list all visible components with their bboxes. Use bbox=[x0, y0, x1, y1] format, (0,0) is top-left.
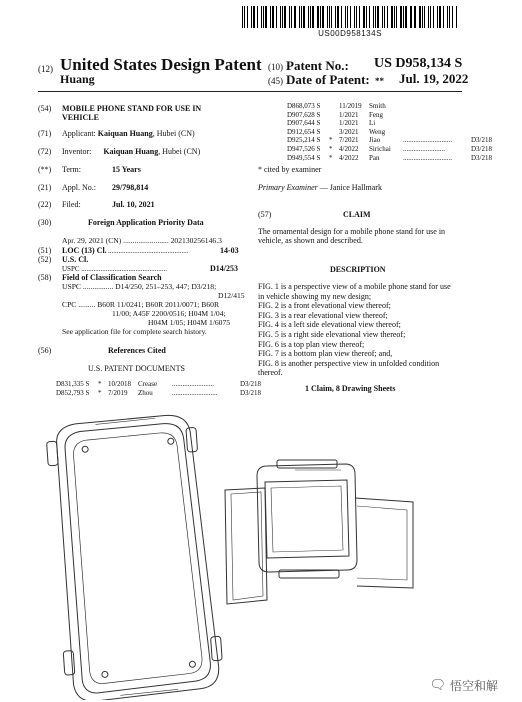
barcode-bar bbox=[403, 6, 404, 28]
loc-class-value: 14-03 bbox=[220, 246, 239, 255]
reference-date: 7/2019 bbox=[108, 388, 128, 397]
reference-date: 4/2022 bbox=[339, 153, 359, 162]
reference-date: 1/2021 bbox=[339, 119, 359, 128]
filed-value: Jul. 10, 2021 bbox=[112, 200, 155, 209]
inventor-label: Inventor: bbox=[62, 147, 92, 156]
field-search-line-2: D12/415 bbox=[218, 291, 245, 300]
reference-date: 1/2021 bbox=[339, 110, 359, 119]
inid-term: (**) bbox=[38, 165, 52, 174]
reference-date: 4/2022 bbox=[339, 144, 359, 153]
reference-num: D912,654 S bbox=[287, 127, 321, 136]
barcode-bar bbox=[263, 6, 264, 28]
document-type: United States Design Patent bbox=[60, 55, 262, 74]
inventor-surname: Huang bbox=[60, 72, 95, 86]
barcode-bar bbox=[391, 6, 393, 28]
reference-num: D949,554 S bbox=[287, 153, 321, 162]
reference-row bbox=[287, 102, 497, 111]
barcode-bar bbox=[424, 6, 425, 28]
reference-name: Smith bbox=[369, 102, 386, 110]
field-search-line-1: USPC ................ D14/250, 251–253, 447; D3/218; bbox=[62, 282, 217, 291]
barcode-bar bbox=[400, 6, 401, 28]
us-patent-documents-heading: U.S. PATENT DOCUMENTS bbox=[88, 364, 185, 373]
field-search-line-3: CPC ......... B60R 11/0241; B60R 2011/0071; B60R bbox=[62, 300, 220, 309]
inventor-field bbox=[62, 147, 200, 157]
barcode-bar bbox=[320, 6, 321, 28]
phone-holder-strap bbox=[225, 488, 267, 604]
description-line: FIG. 4 is a left side elevational view thereof; bbox=[258, 320, 401, 330]
barcode-bar bbox=[419, 6, 420, 28]
barcode-bar bbox=[354, 6, 355, 28]
reference-num: D868,073 S bbox=[287, 102, 321, 110]
reference-dots: .......................... bbox=[172, 388, 218, 397]
barcode-bar bbox=[335, 6, 336, 28]
barcode-bar bbox=[327, 6, 328, 28]
barcode-bar bbox=[384, 6, 385, 28]
barcode-bar bbox=[261, 6, 262, 28]
barcode-bar bbox=[294, 6, 296, 28]
reference-num: D852,793 S bbox=[56, 388, 90, 397]
description-line: in vehicle showing my new design; bbox=[258, 291, 372, 301]
reference-star bbox=[329, 119, 339, 128]
inventor-location: , Hubei (CN) bbox=[158, 147, 201, 156]
reference-cls: D3/218 bbox=[240, 388, 261, 397]
reference-cls: D3/218 bbox=[240, 380, 261, 388]
barcode-bar bbox=[251, 6, 252, 28]
barcode-bar bbox=[443, 6, 444, 28]
barcode-bar bbox=[312, 6, 313, 28]
cited-by-examiner-note: * cited by examiner bbox=[258, 165, 322, 174]
inid-12: (12) bbox=[38, 64, 53, 74]
reference-name: Feng bbox=[369, 110, 383, 119]
primary-examiner-name: — Janice Hallmark bbox=[317, 183, 382, 192]
reference-num: D831,335 S bbox=[56, 380, 90, 388]
description-line: FIG. 5 is a right side elevational view thereof; bbox=[258, 329, 406, 339]
barcode-bar bbox=[345, 6, 346, 28]
reference-name: Li bbox=[369, 119, 376, 128]
barcode-bar bbox=[303, 6, 304, 28]
reference-date: 11/2019 bbox=[339, 102, 362, 110]
reference-num: D907,644 S bbox=[287, 119, 321, 128]
reference-date: 7/2021 bbox=[339, 136, 359, 145]
inid-22: (22) bbox=[38, 200, 52, 209]
inid-58: (58) bbox=[38, 273, 52, 282]
reference-name: Sirichai bbox=[369, 144, 391, 153]
reference-cls bbox=[471, 119, 497, 128]
reference-dots bbox=[403, 102, 471, 111]
barcode-bar bbox=[322, 6, 323, 28]
date-of-patent-label: Date of Patent: bbox=[286, 72, 370, 87]
filed-label: Filed: bbox=[62, 200, 81, 209]
inid-21: (21) bbox=[38, 183, 52, 192]
inid-30: (30) bbox=[38, 218, 52, 227]
inid-72: (72) bbox=[38, 147, 52, 156]
barcode-bar bbox=[244, 6, 245, 28]
reference-star: * bbox=[329, 144, 333, 153]
reference-row bbox=[287, 128, 497, 137]
barcode-bar bbox=[270, 6, 271, 28]
reference-dots: ........................ bbox=[403, 144, 445, 153]
wechat-logo-icon: 🗨 bbox=[429, 678, 446, 693]
inid-56: (56) bbox=[38, 346, 52, 355]
reference-cls bbox=[471, 111, 497, 120]
barcode-bar bbox=[394, 6, 395, 28]
applicant-name: Kaiquan Huang bbox=[97, 129, 153, 138]
barcode-bar bbox=[253, 6, 255, 28]
right-reference-list bbox=[287, 102, 497, 162]
reference-row bbox=[287, 119, 497, 128]
barcode-bar bbox=[356, 6, 357, 28]
description-line: FIG. 3 is a rear elevational view thereof; bbox=[258, 310, 388, 320]
reference-row bbox=[56, 380, 266, 389]
reference-dots bbox=[403, 111, 471, 120]
appl-no-label: Appl. No.: bbox=[62, 183, 96, 192]
title-line-2: VEHICLE bbox=[62, 113, 99, 122]
reference-cls bbox=[471, 102, 497, 111]
patent-no-label: Patent No.: bbox=[286, 58, 349, 73]
claims-and-sheets: 1 Claim, 8 Drawing Sheets bbox=[305, 384, 396, 393]
barcode-bar bbox=[410, 6, 411, 28]
left-reference-list bbox=[56, 380, 266, 397]
inid-71: (71) bbox=[38, 129, 52, 138]
reference-row bbox=[287, 145, 497, 154]
primary-examiner-label: Primary Examiner bbox=[258, 183, 318, 192]
reference-dots bbox=[403, 128, 471, 137]
reference-dots: ........................ bbox=[172, 380, 214, 388]
priority-heading: Foreign Application Priority Data bbox=[88, 218, 204, 227]
description-list bbox=[258, 282, 451, 378]
publication-number: US00D958134S bbox=[318, 29, 382, 38]
barcode-bar bbox=[422, 6, 423, 28]
reference-cls bbox=[471, 128, 497, 137]
barcode bbox=[242, 6, 458, 28]
barcode-bar bbox=[359, 6, 360, 28]
description-line: FIG. 7 is a bottom plan view thereof; and, bbox=[258, 349, 393, 359]
reference-name: Weng bbox=[369, 127, 386, 136]
reference-row bbox=[287, 111, 497, 120]
barcode-bar bbox=[375, 6, 376, 28]
applicant-label: Applicant: bbox=[62, 129, 96, 138]
header-rule bbox=[38, 91, 462, 92]
reference-star: * bbox=[329, 136, 333, 145]
inid-10: (10) bbox=[268, 62, 283, 72]
barcode-bar bbox=[366, 6, 367, 28]
title-line-1: MOBILE PHONE STAND FOR USE IN bbox=[62, 104, 202, 113]
watermark bbox=[429, 677, 498, 694]
reference-row bbox=[287, 136, 497, 145]
reference-date: 3/2021 bbox=[339, 127, 359, 136]
primary-examiner bbox=[258, 183, 382, 193]
claim-text-2: vehicle, as shown and described. bbox=[258, 236, 363, 245]
reference-dots: ............................ bbox=[403, 136, 452, 145]
barcode-bar bbox=[242, 6, 243, 28]
field-search-heading: Field of Classification Search bbox=[62, 273, 162, 282]
reference-name: Pan bbox=[369, 153, 380, 162]
inid-45: (45) bbox=[268, 76, 283, 86]
reference-name: Zhou bbox=[138, 388, 153, 397]
barcode-bar bbox=[452, 6, 453, 28]
inid-51: (51) bbox=[38, 246, 52, 255]
barcode-bar bbox=[301, 6, 302, 28]
description-line: FIG. 2 is a front elevational view thereof; bbox=[258, 301, 391, 311]
applicant-field bbox=[62, 129, 195, 139]
barcode-bar bbox=[363, 6, 365, 28]
reference-dots: ............................ bbox=[403, 153, 452, 162]
reference-star bbox=[329, 128, 339, 137]
barcode-bar bbox=[414, 6, 416, 28]
inid-52: (52) bbox=[38, 255, 52, 264]
reference-dots bbox=[403, 119, 471, 128]
inventor-name: Kaiquan Huang bbox=[103, 147, 159, 156]
barcode-bar bbox=[350, 6, 351, 28]
reference-num: D907,628 S bbox=[287, 110, 321, 119]
barcode-bar bbox=[347, 6, 348, 28]
barcode-bar bbox=[280, 6, 281, 28]
term-extension-mark: ** bbox=[375, 76, 384, 86]
reference-row bbox=[56, 389, 266, 398]
reference-star bbox=[329, 111, 339, 120]
reference-name: Crease bbox=[138, 380, 158, 388]
description-line: FIG. 6 is a top plan view thereof; bbox=[258, 339, 365, 349]
barcode-bar bbox=[247, 6, 248, 28]
barcode-bar bbox=[396, 6, 397, 28]
watermark-text: 悟空和解 bbox=[449, 679, 498, 693]
us-class-label: U.S. Cl. bbox=[62, 255, 89, 264]
inid-57: (57) bbox=[258, 210, 272, 219]
barcode-bar bbox=[447, 6, 448, 28]
claim-text-1: The ornamental design for a mobile phone stand for use in bbox=[258, 227, 446, 236]
field-search-line-5: H04M 1/05; H04M 1/6075 bbox=[148, 318, 231, 327]
barcode-bar bbox=[433, 6, 434, 28]
us-class-value: D14/253 bbox=[210, 264, 238, 273]
barcode-bar bbox=[456, 6, 457, 28]
barcode-bar bbox=[341, 6, 342, 28]
barcode-bar bbox=[382, 6, 383, 28]
us-class-line: USPC ................................................. bbox=[62, 265, 168, 273]
field-search-note: See application file for complete search history. bbox=[62, 327, 207, 336]
barcode-bar bbox=[411, 6, 412, 28]
barcode-bar bbox=[282, 6, 283, 28]
barcode-bar bbox=[377, 6, 378, 28]
barcode-bar bbox=[329, 6, 330, 28]
barcode-bar bbox=[439, 6, 441, 28]
barcode-bar bbox=[289, 6, 290, 28]
reference-name: Jiao bbox=[369, 136, 381, 145]
reference-date: 10/2018 bbox=[108, 380, 131, 388]
barcode-bar bbox=[449, 6, 450, 28]
claim-heading: CLAIM bbox=[343, 210, 371, 219]
barcode-bar bbox=[291, 6, 292, 28]
priority-entry: Apr. 29, 2021 (CN) ........................ 202130256146.3 bbox=[62, 236, 222, 245]
reference-star: * bbox=[329, 153, 333, 162]
barcode-bar bbox=[405, 6, 406, 28]
references-heading: References Cited bbox=[108, 346, 166, 355]
reference-star bbox=[329, 102, 339, 111]
reference-star: * bbox=[98, 380, 102, 388]
loc-class-label: LOC (13) Cl. bbox=[62, 246, 107, 255]
barcode-bar bbox=[331, 6, 332, 28]
description-line: FIG. 1 is a perspective view of a mobile phone stand for use bbox=[258, 282, 451, 291]
applicant-location: , Hubei (CN) bbox=[152, 129, 195, 138]
barcode-bar bbox=[272, 6, 274, 28]
reference-row bbox=[287, 154, 497, 163]
barcode-bar bbox=[437, 6, 438, 28]
reference-num: D925,214 S bbox=[287, 136, 321, 145]
description-line: FIG. 8 is another perspective view in unfolded condition bbox=[258, 358, 440, 368]
reference-num: D947,526 S bbox=[287, 144, 321, 153]
barcode-bar bbox=[430, 6, 431, 28]
barcode-bar bbox=[337, 6, 339, 28]
design-drawing bbox=[45, 410, 465, 700]
reference-star: * bbox=[98, 388, 102, 397]
phone-holder-unfolded-view bbox=[257, 460, 413, 588]
barcode-bar bbox=[299, 6, 300, 28]
barcode-bar bbox=[387, 6, 388, 28]
reference-cls: D3/218 bbox=[471, 136, 492, 145]
field-search-line-4: 11/00; A45F 2200/0516; H04M 1/04; bbox=[112, 309, 226, 318]
barcode-bar bbox=[276, 6, 277, 28]
barcode-bar bbox=[317, 6, 319, 28]
loc-class-dots: .............................................. bbox=[108, 247, 189, 255]
inid-54: (54) bbox=[38, 104, 52, 113]
reference-cls: D3/218 bbox=[471, 144, 492, 153]
barcode-bar bbox=[265, 6, 266, 28]
barcode-bar bbox=[428, 6, 429, 28]
barcode-bar bbox=[308, 6, 309, 28]
patent-number: US D958,134 S bbox=[374, 56, 463, 71]
description-heading: DESCRIPTION bbox=[330, 265, 386, 274]
description-line: thereof. bbox=[258, 368, 283, 378]
term-value: 15 Years bbox=[112, 165, 141, 174]
phone-holder-front-panel bbox=[45, 413, 224, 700]
barcode-bar bbox=[310, 6, 311, 28]
reference-cls: D3/218 bbox=[471, 153, 492, 162]
barcode-bar bbox=[373, 6, 374, 28]
barcode-bar bbox=[284, 6, 285, 28]
appl-no-value: 29/798,814 bbox=[112, 183, 149, 192]
barcode-bar bbox=[257, 6, 258, 28]
date-of-patent: Jul. 19, 2022 bbox=[399, 71, 469, 86]
barcode-bar bbox=[369, 6, 370, 28]
term-label: Term: bbox=[62, 165, 81, 174]
